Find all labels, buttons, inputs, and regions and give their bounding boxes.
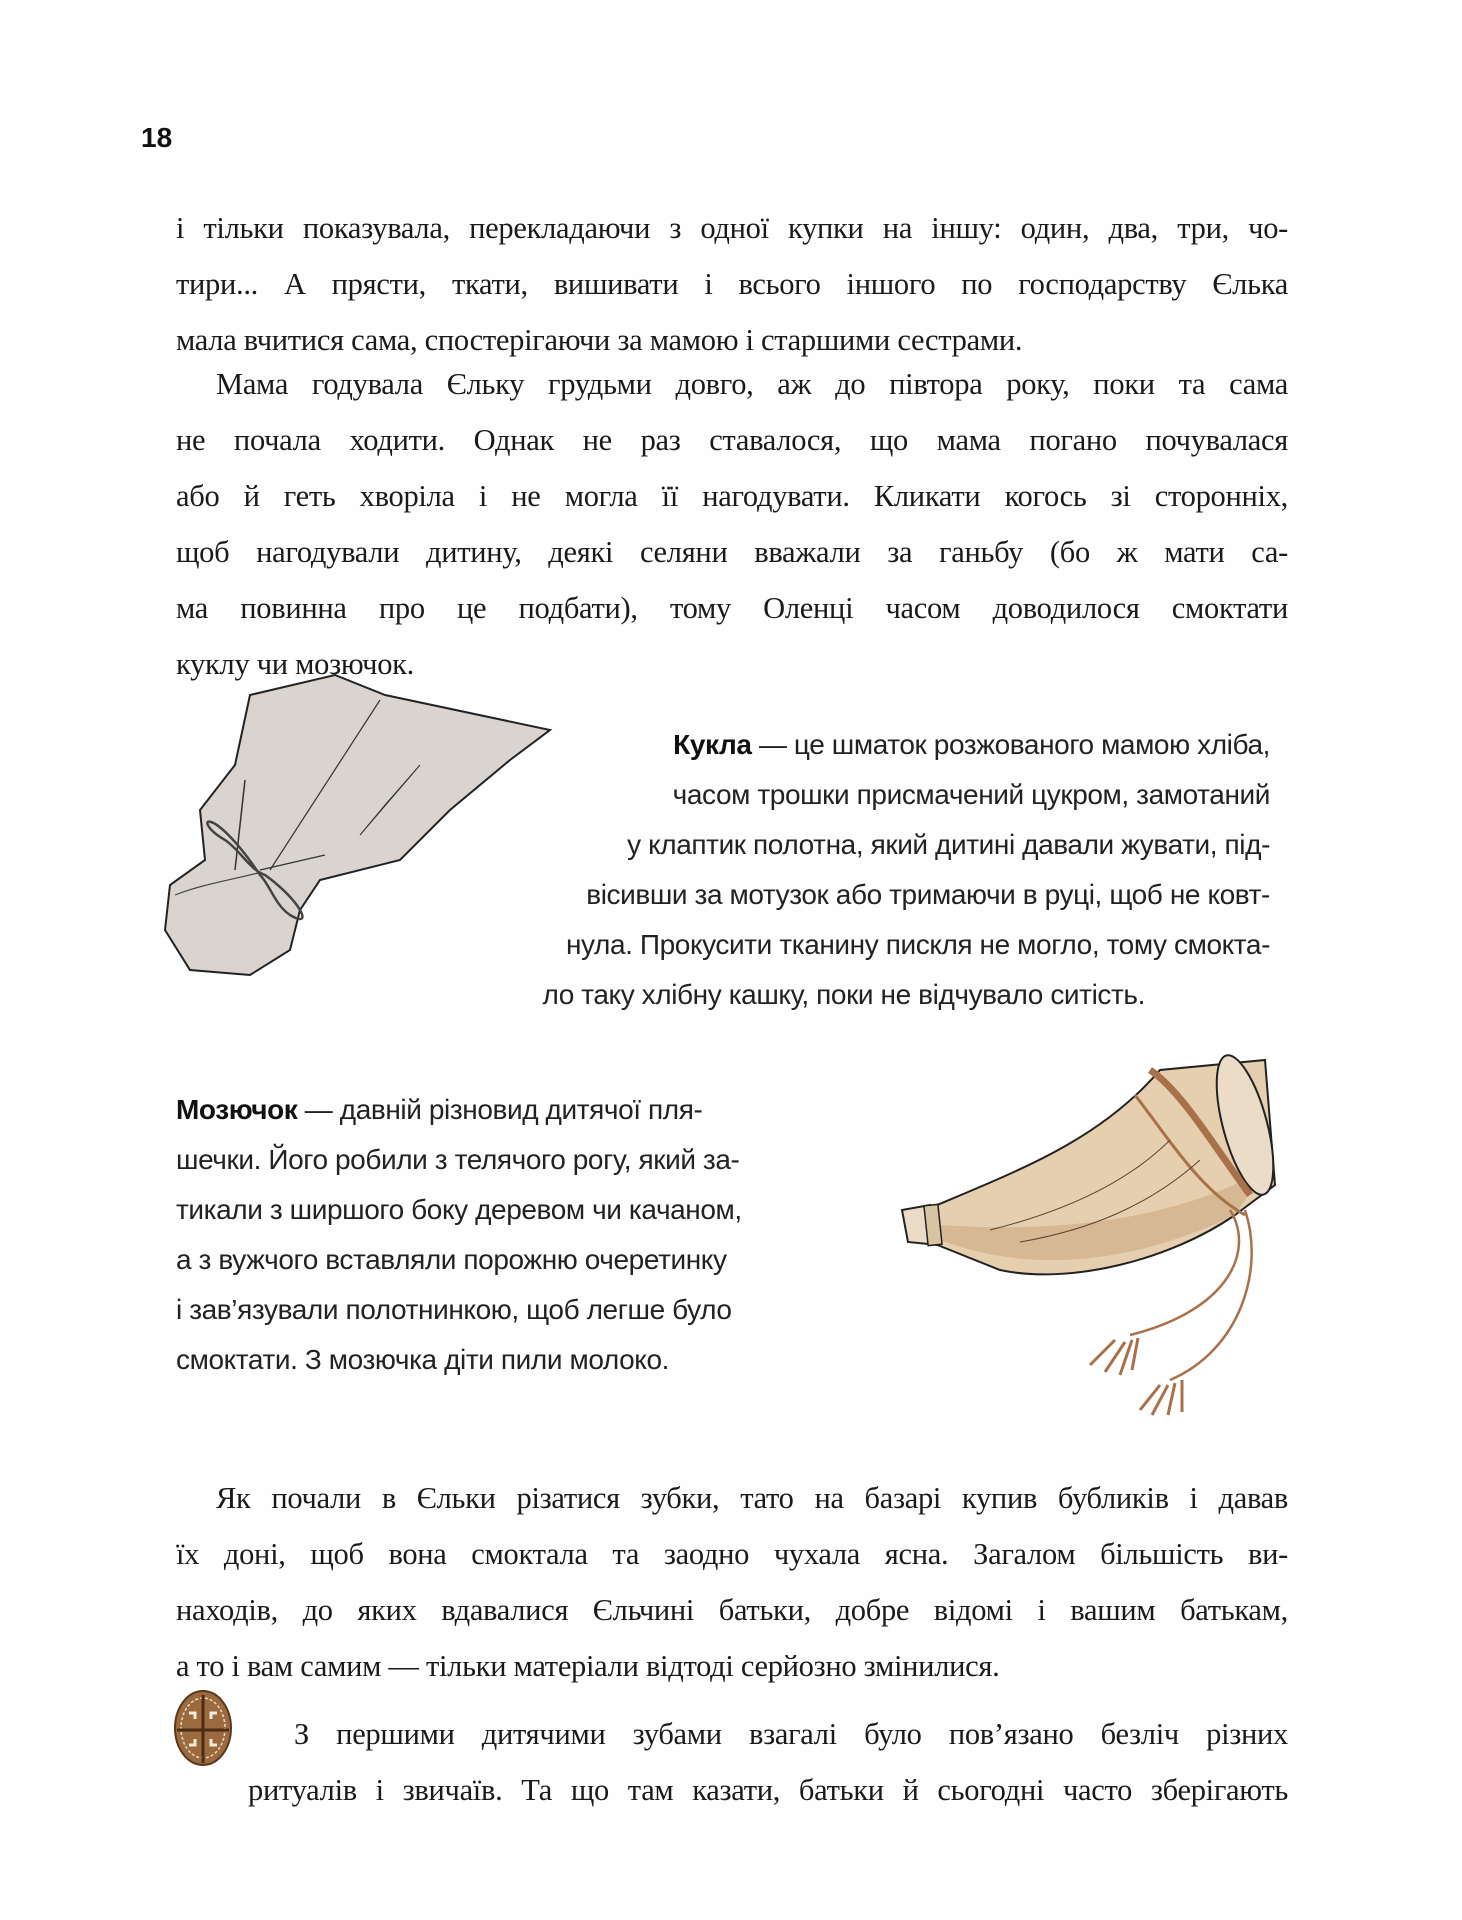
text-line: находів, до яких вдавалися Єльчині батьки, добре відомі і вашим батькам, bbox=[176, 1593, 1288, 1627]
text-line: ма повинна про це подбати), тому Оленці часом доводилося смоктати bbox=[176, 591, 1288, 625]
text-line: мала вчитися сама, спостерігаючи за мамою і старшими сестрами. bbox=[176, 323, 1023, 357]
page-number: 18 bbox=[141, 122, 173, 153]
text-line: ло таку хлібну кашку, поки не відчувало ситість. bbox=[542, 979, 1145, 1010]
term-kukla: Кукла bbox=[673, 729, 752, 760]
paragraph-1 bbox=[176, 200, 1288, 368]
tassel bbox=[1090, 1338, 1138, 1375]
paragraph-2 bbox=[176, 356, 1288, 692]
kukla-definition bbox=[420, 720, 1270, 1020]
text-line bbox=[420, 720, 1270, 770]
text-line: Мама годувала Єльку грудьми довго, аж до півтора року, поки та сама bbox=[216, 367, 1288, 401]
text-line: тикали з ширшого боку деревом чи качаном, bbox=[176, 1194, 742, 1225]
text-line: не почала ходити. Однак не раз ставалося, що мама погано почувалася bbox=[176, 423, 1288, 457]
text-line: шечки. Його робили з телячого рогу, який за- bbox=[176, 1144, 740, 1175]
text-line: або й геть хворіла і не могла її нагодувати. Кликати когось зі сторонніх, bbox=[176, 479, 1288, 513]
text-line: у клаптик полотна, який дитині давали жувати, під- bbox=[627, 829, 1270, 860]
text-line bbox=[176, 1085, 816, 1135]
text-line: а то і вам самим — тільки матеріали відтоді серйозно змінилися. bbox=[176, 1649, 1000, 1683]
text-line: тири... А прясти, ткати, вишивати і всього іншого по господарству Єлька bbox=[176, 267, 1288, 301]
text-line: і тільки показувала, перекладаючи з одної купки на іншу: один, два, три, чо- bbox=[176, 211, 1288, 245]
definition-text: — це шматок розжованого мамою хліба, bbox=[751, 729, 1270, 760]
text-line: нула. Прокусити тканину пискля не могло, тому смокта- bbox=[565, 929, 1270, 960]
term-mozyuchok: Мозючок bbox=[176, 1094, 298, 1125]
mozyuchok-definition bbox=[176, 1085, 816, 1385]
text-line: ритуалів і звичаїв. Та що там казати, батьки й сьогодні часто зберігають bbox=[248, 1773, 1288, 1807]
mozyuchok-illustration bbox=[870, 1020, 1330, 1420]
text-line: а з вужчого вставляли порожню очеретинку bbox=[176, 1244, 727, 1275]
definition-text: — давній різновид дитячої пля- bbox=[297, 1094, 703, 1125]
tassel bbox=[1140, 1380, 1182, 1415]
paragraph-4 bbox=[176, 1706, 1288, 1818]
text-line: смоктати. З мозючка діти пили молоко. bbox=[176, 1344, 670, 1375]
text-line: З першими дитячими зубами взагалі було пов’язано безліч різних bbox=[294, 1717, 1288, 1751]
text-line: їх доні, щоб вона смоктала та заодно чухала ясна. Загалом більшість ви- bbox=[176, 1537, 1288, 1571]
text-line: і зав’язували полотнинкою, щоб легше було bbox=[176, 1294, 732, 1325]
text-line: часом трошки присмачений цукром, замотаний bbox=[672, 779, 1270, 810]
text-line: Як почали в Єльки різатися зубки, тато на базарі купив бубликів і давав bbox=[216, 1481, 1288, 1515]
text-line: куклу чи мозючок. bbox=[176, 647, 414, 681]
text-line: вісивши за мотузок або тримаючи в руці, щоб не ковт- bbox=[586, 879, 1270, 910]
text-line: щоб нагодували дитину, деякі селяни вважали за ганьбу (бо ж мати са- bbox=[176, 535, 1288, 569]
paragraph-3 bbox=[176, 1470, 1288, 1694]
